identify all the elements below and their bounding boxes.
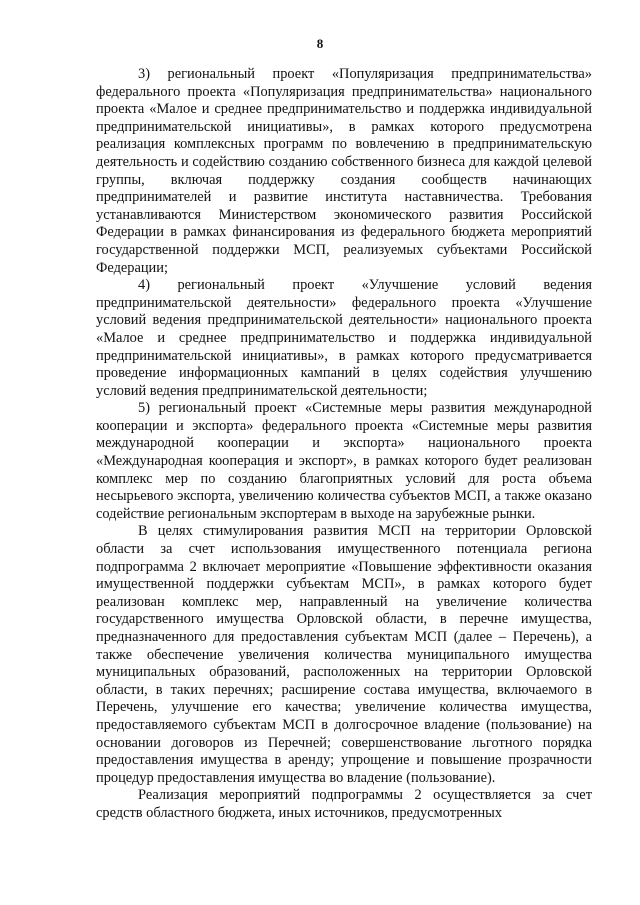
paragraph-regional-project-5: 5) региональный проект «Системные меры развития международной кооперации и экспорта» федерального проекта «Системные меры развития международной кооперации и экспорта» национального проекта «Международная кооперация и экспорт», в рамках которого будет реализован комплекс мер по созданию благоприятных условий для роста объема несырьевого экспорта, увеличению количества субъектов МСП, а также оказано содействие региональным экспортерам в выходе на зарубежные рынки. [96,400,592,522]
paragraph-regional-project-3: 3) региональный проект «Популяризация предпринимательства» федерального проекта «Популяризация предпринимательства» национального проекта «Малое и среднее предпринимательство и поддержка индивидуальной предпринимательской инициативы», в рамках которого предусмотрена реализация комплексных программ по вовлечению в предпринимательскую деятельность и содействию созданию собственного бизнеса для каждой целевой группы, включая поддержку создания сообществ начинающих предпринимателей и развитие института наставничества. Требования устанавливаются Министерством экономического развития Российской Федерации в рамках финансирования из федерального бюджета мероприятий государственной поддержки МСП, реализуемых субъектами Российской Федерации; [96,66,592,276]
document-body [96,66,592,823]
paragraph-regional-project-4: 4) региональный проект «Улучшение условий ведения предпринимательской деятельности» федерального проекта «Улучшение условий ведения предпринимательской деятельности» национального проекта «Малое и среднее предпринимательство и поддержка индивидуальной предпринимательской инициативы», в рамках которого предусматривается проведение информационных кампаний в целях содействия улучшению условий ведения предпринимательской деятельности; [96,277,592,399]
paragraph-property-support: В целях стимулирования развития МСП на территории Орловской области за счет использования имущественного потенциала региона подпрограмма 2 включает мероприятие «Повышение эффективности оказания имущественной поддержки субъектам МСП», в рамках которого будет реализован комплекс мер, направленный на увеличение количества государственного имущества Орловской области, в перечне имущества, предназначенного для предоставления субъектам МСП (далее – Перечень), а также обеспечение увеличения количества муниципального имущества муниципальных образований, расположенных на территории Орловской области, в таких перечнях; расширение состава имущества, включаемого в Перечень, улучшение его качества; увеличение количества имущества, предоставляемого субъектам МСП в долгосрочное владение (пользование) на основании договоров из Перечней; совершенствование льготного порядка предоставления имущества в аренду; упрощение и повышение прозрачности процедур предоставления имущества во владение (пользование). [96,523,592,786]
page-number: 8 [316,36,324,51]
paragraph-funding: Реализация мероприятий подпрограммы 2 осуществляется за счет средств областного бюджета, иных источников, предусмотренных [96,787,592,821]
